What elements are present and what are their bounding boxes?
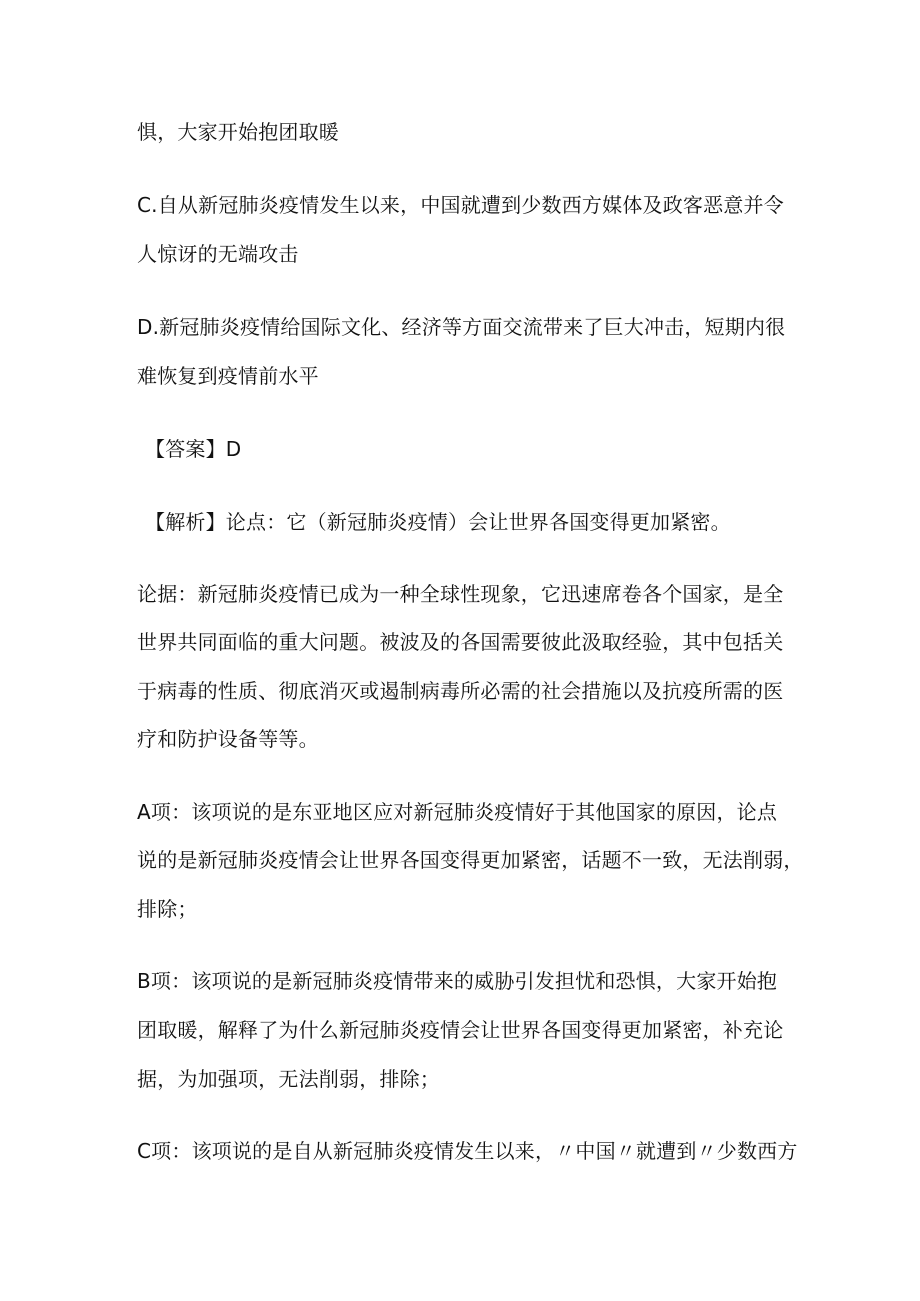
text-line: 据，为加强项，无法削弱，排除； — [137, 1067, 440, 1091]
text-line: B项：该项说的是新冠肺炎疫情带来的威胁引发担忧和恐惧，大家开始抱 — [137, 969, 778, 993]
text-line: D.新冠肺炎疫情给国际文化、经济等方面交流带来了巨大冲击，短期内很 — [137, 315, 786, 339]
text-line: C.自从新冠肺炎疫情发生以来，中国就遭到少数西方媒体及政客恶意并令 — [137, 193, 784, 217]
text-line: 【答案】D — [145, 437, 242, 461]
text-line: 世界共同面临的重大问题。被波及的各国需要彼此汲取经验，其中包括关 — [137, 630, 784, 654]
text-line: 难恢复到疫情前水平 — [137, 364, 319, 388]
text-line: 惧，大家开始抱团取暖 — [137, 120, 339, 144]
text-line: 人惊讶的无端攻击 — [137, 242, 299, 266]
text-line: 【解析】论点：它（新冠肺炎疫情）会让世界各国变得更加紧密。 — [145, 510, 731, 534]
text-line: C项：该项说的是自从新冠肺炎疫情发生以来，〃中国〃就遭到〃少数西方 — [137, 1139, 798, 1163]
text-line: 论据：新冠肺炎疫情已成为一种全球性现象，它迅速席卷各个国家，是全 — [137, 582, 784, 606]
text-line: 说的是新冠肺炎疫情会让世界各国变得更加紧密，话题不一致，无法削弱， — [137, 848, 804, 872]
text-line: 于病毒的性质、彻底消灭或遏制病毒所必需的社会措施以及抗疫所需的医 — [137, 679, 784, 703]
text-line: 团取暖，解释了为什么新冠肺炎疫情会让世界各国变得更加紧密，补充论 — [137, 1018, 784, 1042]
text-line: 疗和防护设备等等。 — [137, 727, 319, 751]
text-line: A项：该项说的是东亚地区应对新冠肺炎疫情好于其他国家的原因，论点 — [137, 800, 778, 824]
text-line: 排除； — [137, 897, 198, 921]
